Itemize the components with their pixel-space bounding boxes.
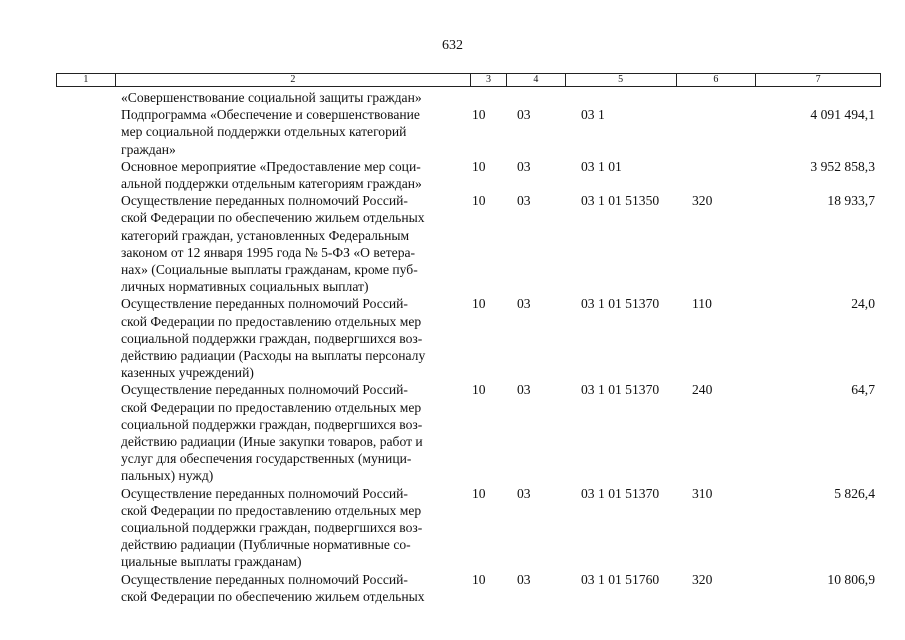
header-col-1: 1 xyxy=(57,74,116,86)
row-target-code: 03 1 01 51760 xyxy=(581,571,660,587)
row-name: Подпрограмма «Обеспечение и совершенствование мер социальной поддержки отдельных категорий граждан» xyxy=(121,107,420,157)
row-amount: 64,7 xyxy=(851,382,875,398)
table-row xyxy=(0,106,905,158)
table-row xyxy=(0,89,905,106)
header-col-3: 3 xyxy=(471,74,507,86)
row-amount: 3 952 858,3 xyxy=(810,158,875,174)
row-name: Осуществление переданных полномочий Россий- ской Федерации по предоставлению отдельных мер социальной поддержки граждан, подвергшихся воз- действию радиации (Публичные нормативные со- циальные выплаты гражданам) xyxy=(121,485,423,570)
row-target-code: 03 1 01 xyxy=(581,158,622,174)
table-header xyxy=(56,73,881,87)
row-name: Основное мероприятие «Предоставление мер соци- альной поддержки отдельным категориям граждан» xyxy=(121,158,422,192)
table-row xyxy=(0,295,905,381)
row-subsection: 03 xyxy=(517,158,531,174)
row-section: 10 xyxy=(472,158,486,174)
row-name: Осуществление переданных полномочий Россий- ской Федерации по предоставлению отдельных мер социальной поддержки граждан, подвергшихся воз- действию радиации (Иные закупки товаров, работ и услуг для обеспечения государственных (муници- пальных) нужд) xyxy=(121,382,423,484)
row-target-code: 03 1 xyxy=(581,107,605,123)
header-col-7: 7 xyxy=(815,74,821,85)
table-body xyxy=(0,89,905,605)
row-name: «Совершенствование социальной защиты граждан» xyxy=(121,90,422,105)
row-expense-type: 240 xyxy=(692,382,713,398)
row-target-code: 03 1 01 51370 xyxy=(581,485,660,501)
table-row xyxy=(0,381,905,484)
row-target-code: 03 1 01 51350 xyxy=(581,193,660,209)
header-col-2: 2 xyxy=(116,74,471,86)
table-row xyxy=(0,158,905,192)
row-subsection: 03 xyxy=(517,193,531,209)
header-col-5: 5 xyxy=(566,74,677,86)
table-row xyxy=(0,571,905,605)
header-col-4: 4 xyxy=(507,74,566,86)
row-subsection: 03 xyxy=(517,107,531,123)
header-col-6: 6 xyxy=(677,74,757,86)
table-row xyxy=(0,192,905,295)
table-row xyxy=(0,485,905,571)
row-section: 10 xyxy=(472,571,486,587)
row-expense-type: 110 xyxy=(692,296,712,312)
row-amount: 4 091 494,1 xyxy=(810,107,875,123)
row-name: Осуществление переданных полномочий Россий- ской Федерации по предоставлению отдельных мер социальной поддержки граждан, подвергшихся воз- действию радиации (Расходы на выплаты персоналу казенных учреждений) xyxy=(121,296,426,381)
row-section: 10 xyxy=(472,485,486,501)
row-amount: 18 933,7 xyxy=(827,193,875,209)
row-section: 10 xyxy=(472,382,486,398)
row-expense-type: 310 xyxy=(692,485,713,501)
row-subsection: 03 xyxy=(517,485,531,501)
row-amount: 10 806,9 xyxy=(827,571,875,587)
row-amount: 5 826,4 xyxy=(834,485,875,501)
row-name: Осуществление переданных полномочий Россий- ской Федерации по обеспечению жильем отдельных категорий граждан, установленных Федеральным законом от 12 января 1995 года № 5-ФЗ «О ветера- нах» (Социальные выплаты гражданам, кроме пуб- личных нормативных социальных выплат) xyxy=(121,193,425,295)
row-subsection: 03 xyxy=(517,296,531,312)
row-subsection: 03 xyxy=(517,382,531,398)
row-target-code: 03 1 01 51370 xyxy=(581,382,660,398)
row-amount: 24,0 xyxy=(851,296,875,312)
page-number: 632 xyxy=(442,38,463,53)
row-section: 10 xyxy=(472,193,486,209)
row-target-code: 03 1 01 51370 xyxy=(581,296,660,312)
row-name: Осуществление переданных полномочий Россий- ской Федерации по обеспечению жильем отдельных xyxy=(121,571,425,604)
row-expense-type: 320 xyxy=(692,193,713,209)
row-section: 10 xyxy=(472,296,486,312)
row-expense-type: 320 xyxy=(692,571,713,587)
row-subsection: 03 xyxy=(517,571,531,587)
row-section: 10 xyxy=(472,107,486,123)
